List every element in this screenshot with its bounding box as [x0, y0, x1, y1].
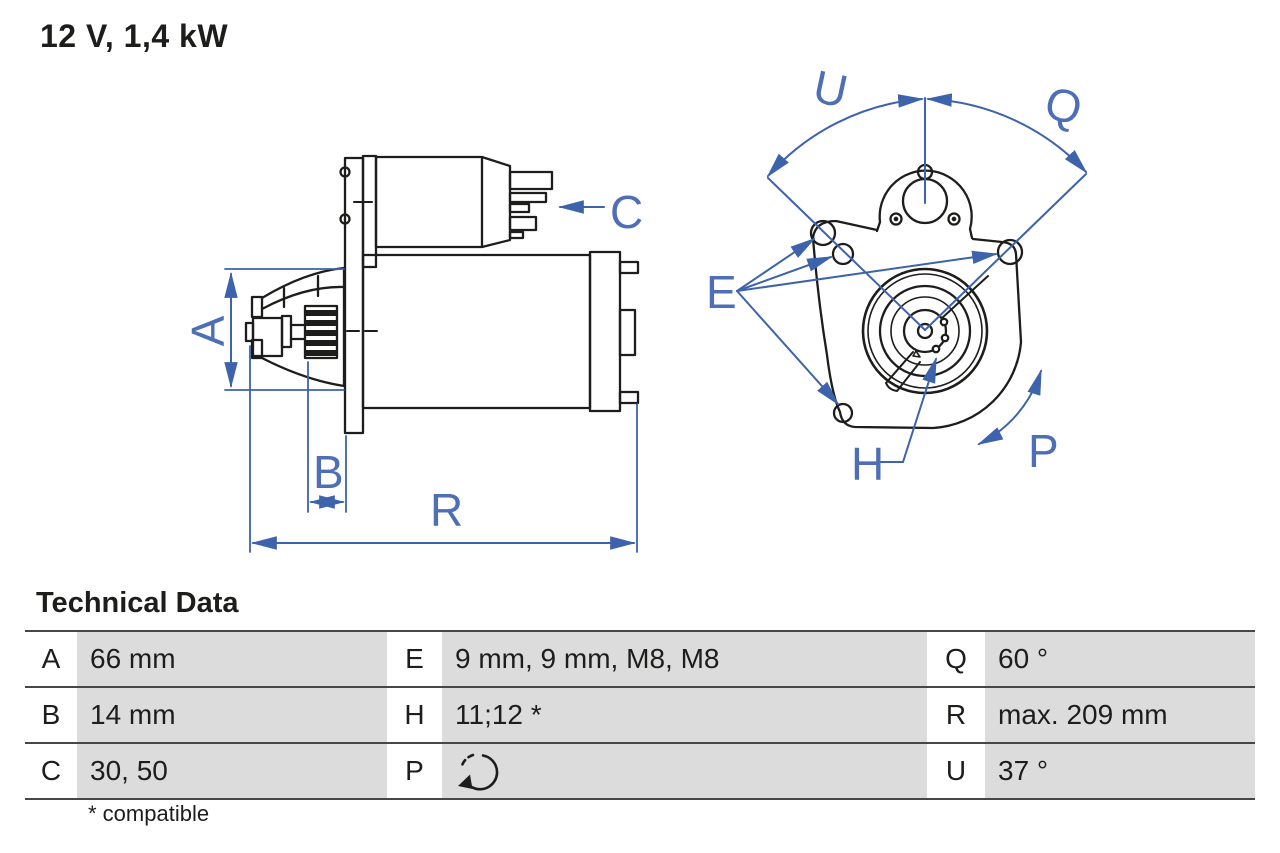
- clockwise-rotation-icon: [455, 748, 503, 795]
- spec-key-c: C: [25, 744, 77, 798]
- angle-ray-right: [925, 174, 1086, 330]
- dim-label-b: B: [313, 446, 344, 498]
- spec-key-b: B: [25, 688, 77, 742]
- pinion-teeth: [306, 310, 336, 356]
- bell-divider: [284, 276, 318, 307]
- dim-label-c: C: [610, 186, 644, 238]
- spec-key-e: E: [387, 632, 442, 686]
- table-row: [25, 742, 1255, 798]
- spec-key-u: U: [927, 744, 985, 798]
- bell-left-block: [252, 297, 262, 317]
- mounting-flange: [345, 158, 363, 433]
- solenoid-terminal: [510, 217, 536, 230]
- dim-label-a: A: [182, 315, 234, 347]
- spline-tooth: [933, 346, 939, 352]
- dim-e-leader: [737, 239, 814, 291]
- technical-data-table: [25, 630, 1255, 800]
- solenoid-left-cap: [363, 156, 376, 267]
- dim-h-leader: [877, 359, 936, 462]
- dim-u-arc: [768, 99, 922, 176]
- dim-label-q: Q: [1039, 75, 1088, 136]
- spec-value-p: [442, 744, 927, 798]
- dim-label-p: P: [1028, 425, 1059, 477]
- spline-tooth: [941, 319, 947, 325]
- spec-value-a: 66 mm: [77, 632, 387, 686]
- spec-value-e: 9 mm, 9 mm, M8, M8: [442, 632, 927, 686]
- solenoid-terminal: [510, 172, 552, 189]
- table-row: [25, 630, 1255, 686]
- motor-body: [363, 255, 590, 408]
- spec-value-u: 37 °: [985, 744, 1255, 798]
- solenoid-terminal: [510, 232, 523, 238]
- dim-label-h: H: [851, 438, 885, 490]
- bell-housing-bottom: [262, 358, 344, 386]
- nose-protrusion: [246, 323, 253, 341]
- dim-e-leader: [737, 254, 996, 291]
- solenoid-taper: [482, 157, 510, 247]
- flange-hole-inner: [833, 244, 853, 264]
- spec-key-r: R: [927, 688, 985, 742]
- spec-value-r: max. 209 mm: [985, 688, 1255, 742]
- solenoid-terminal: [510, 204, 529, 212]
- spec-key-h: H: [387, 688, 442, 742]
- page-title: 12 V, 1,4 kW: [40, 18, 229, 54]
- dimensions-front-view: [737, 98, 1086, 462]
- dim-label-r: R: [430, 484, 464, 536]
- dim-e-leader: [737, 291, 838, 404]
- compatible-footnote: * compatible: [88, 801, 210, 826]
- spec-key-p: P: [387, 744, 442, 798]
- spec-value-q: 60 °: [985, 632, 1255, 686]
- dim-label-u: U: [808, 59, 853, 118]
- technical-data-heading: Technical Data: [36, 587, 239, 619]
- shaft-lines: [291, 325, 305, 339]
- side-view: [246, 156, 638, 433]
- spec-value-b: 14 mm: [77, 688, 387, 742]
- solenoid-terminal: [510, 193, 546, 202]
- end-cap-block: [620, 310, 635, 355]
- spec-value-h: 11;12 *: [442, 688, 927, 742]
- dome-side-hole-dot: [953, 218, 955, 220]
- dim-label-e: E: [706, 266, 737, 318]
- spec-value-c: 30, 50: [77, 744, 387, 798]
- spec-key-a: A: [25, 632, 77, 686]
- table-row: [25, 686, 1255, 742]
- coupler: [282, 316, 291, 347]
- spline-tooth: [942, 335, 948, 341]
- end-cap-tab: [620, 262, 638, 273]
- end-cap: [590, 252, 620, 411]
- spec-key-q: Q: [927, 632, 985, 686]
- shaft-nose: [253, 318, 282, 356]
- front-view: [811, 165, 1022, 428]
- solenoid-body: [376, 157, 482, 247]
- end-cap-tab: [620, 392, 638, 403]
- dome-side-hole-dot: [895, 218, 897, 220]
- bell-housing-top: [262, 268, 344, 298]
